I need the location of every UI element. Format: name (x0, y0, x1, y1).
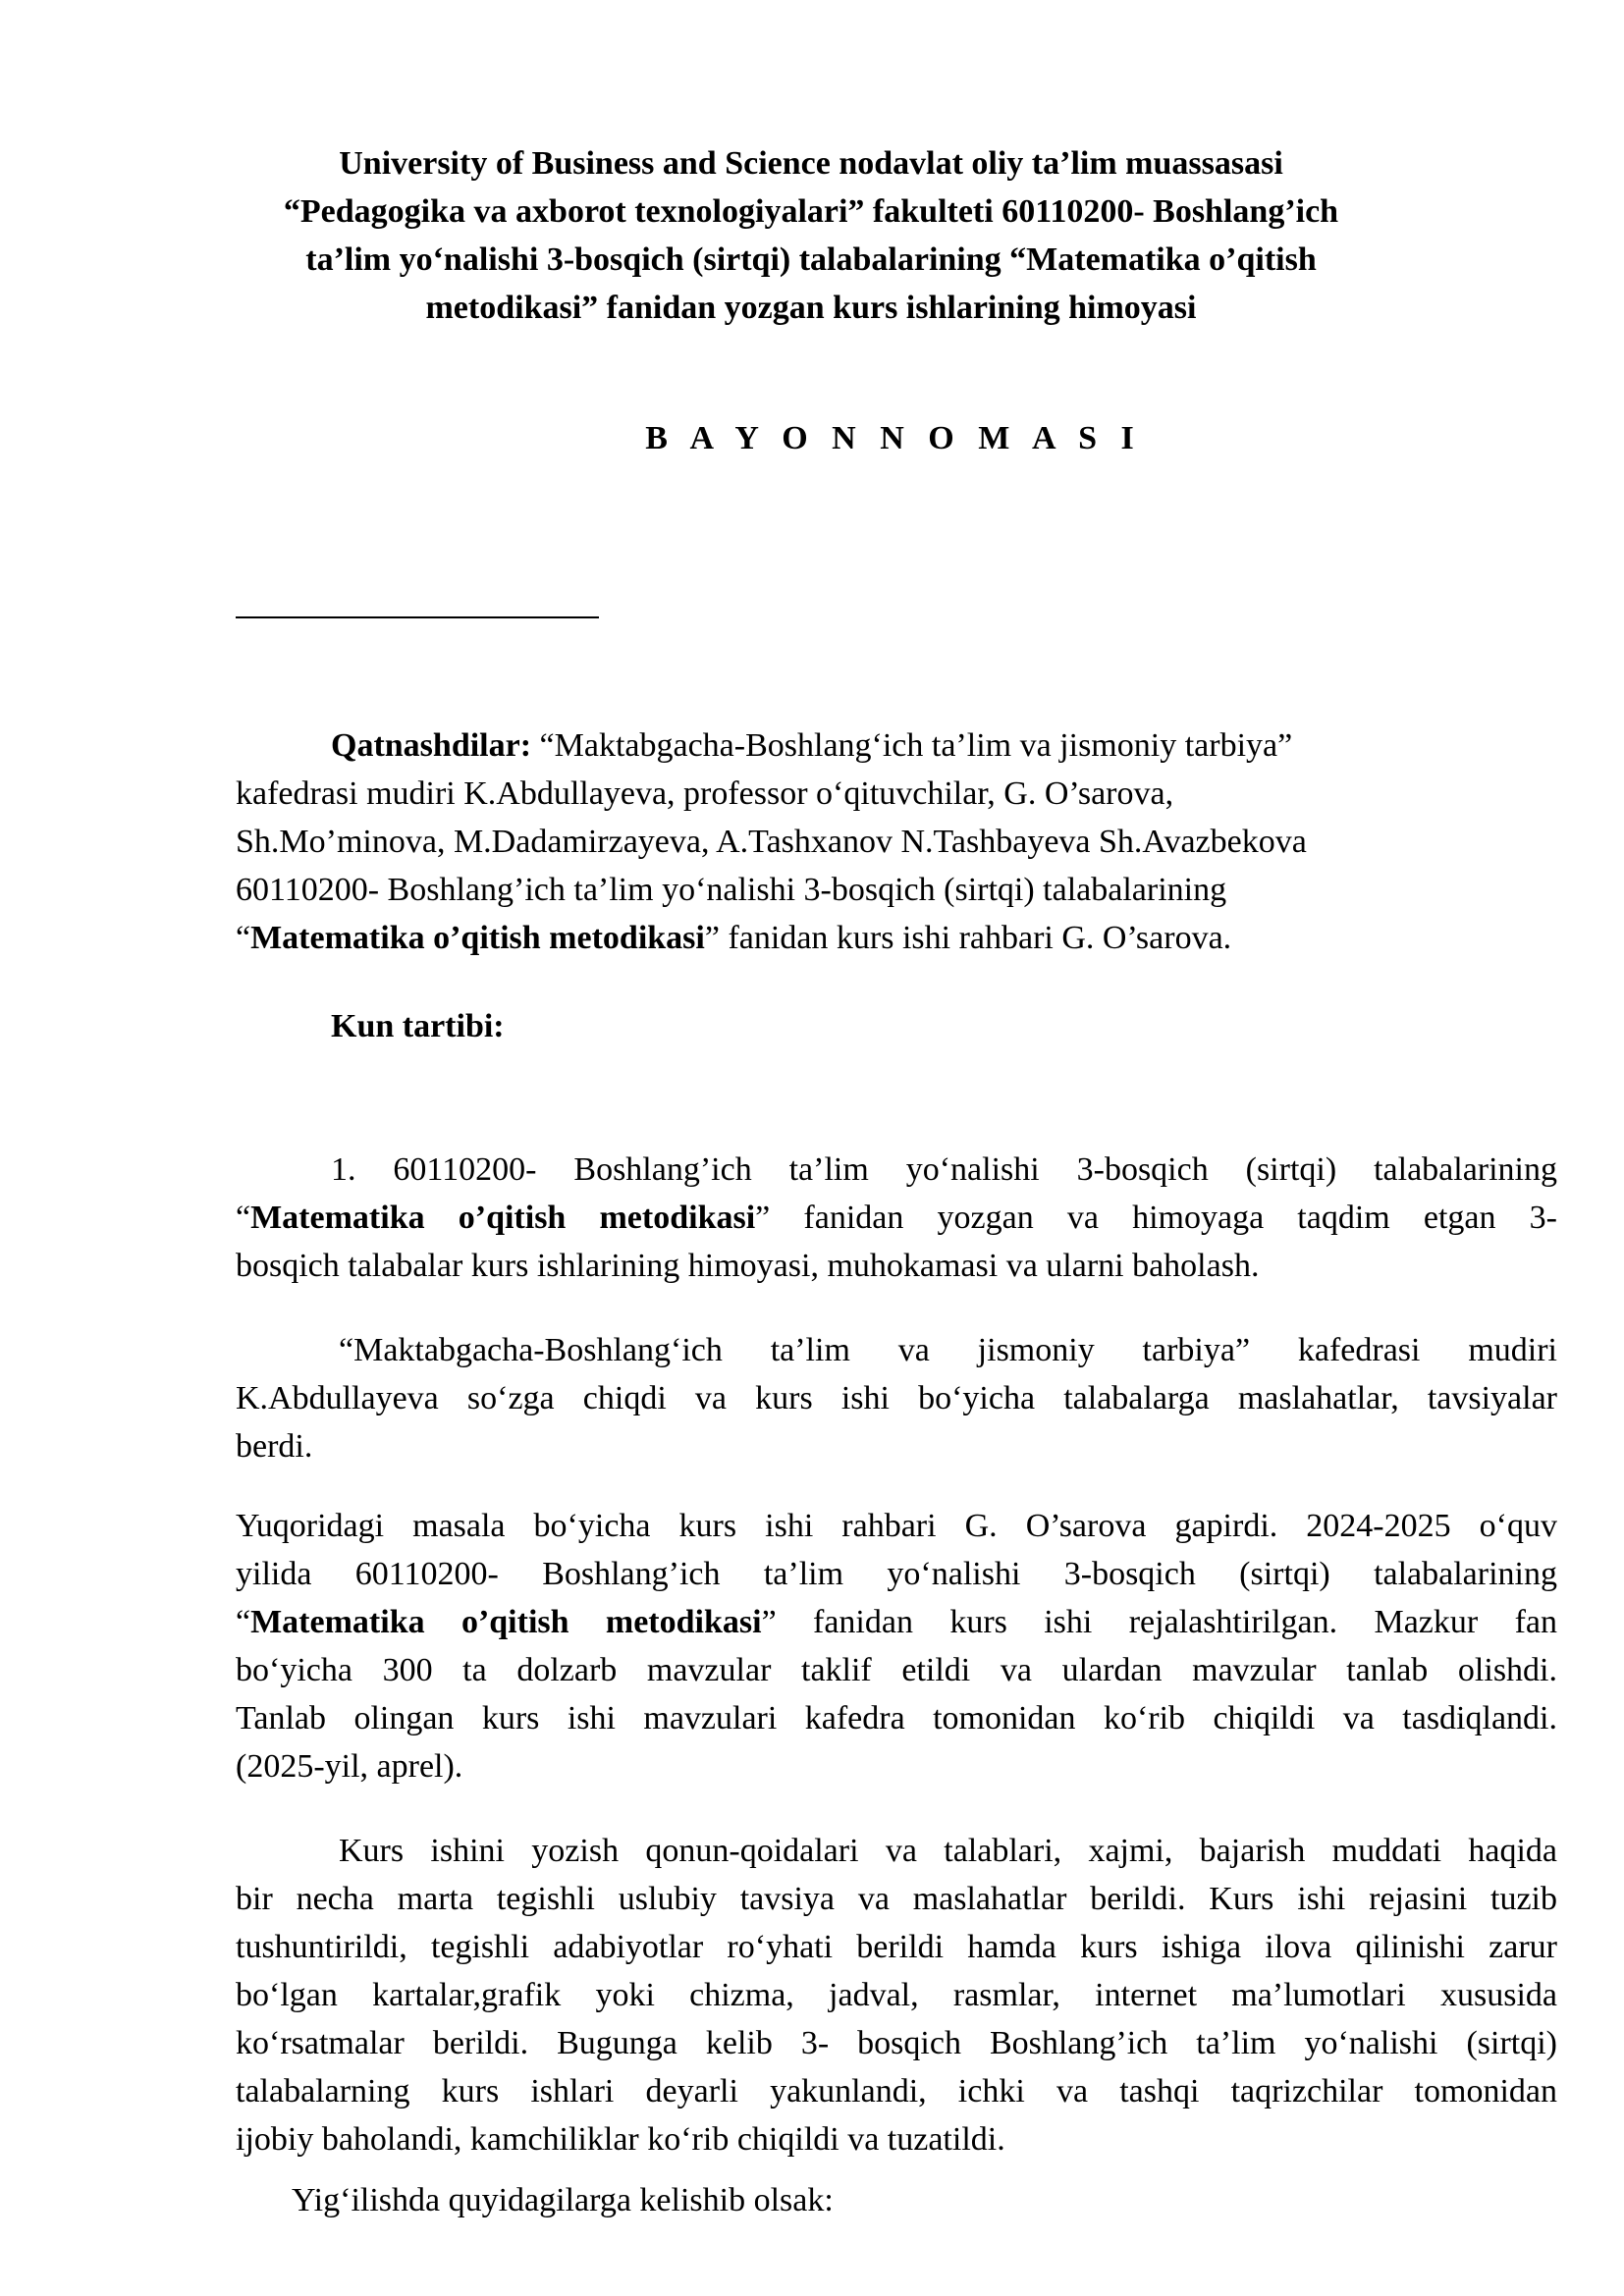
agenda-line: bosqich talabalar kurs ishlarining himoyasi, muhokamasi va ularni baholash. (236, 1248, 1260, 1284)
supervisor-paragraph (236, 1502, 1557, 1790)
quote-open: “ (236, 920, 251, 956)
document-title: B A Y O N N O M A S I (645, 420, 1142, 456)
subject-name: Matematika o’qitish metodikasi (250, 1604, 762, 1640)
paragraph-line: bo‘yicha 300 ta dolzarb mavzular taklif etildi va ulardan mavzular tanlab olishdi. (236, 1652, 1557, 1688)
header-line: University of Business and Science nodavlat oliy ta’lim muassasasi (339, 145, 1283, 182)
participants-line (236, 721, 1557, 770)
paragraph-line: K.Abdullayeva so‘zga chiqdi va kurs ishi bo‘yicha talabalarga maslahatlar, tavsiyalar (236, 1380, 1557, 1416)
paragraph-line (236, 1598, 1557, 1646)
signature-underline (236, 616, 599, 618)
paragraph-line: “Maktabgacha-Boshlang‘ich ta’lim va jismoniy tarbiya” kafedrasi mudiri (339, 1332, 1557, 1368)
participants-text: ” fanidan kurs ishi rahbari G. O’sarova. (704, 920, 1232, 956)
paragraph-text: ” fanidan kurs ishi rejalashtirilgan. Mazkur fan (761, 1604, 1557, 1640)
agenda-text: ” fanidan yozgan va himoyaga taqdim etgan 3- (755, 1200, 1557, 1236)
paragraph-line: tushuntirildi, tegishli adabiyotlar ro‘yhati berildi hamda kurs ishiga ilova qilinishi zarur (236, 1929, 1557, 1965)
header-line: metodikasi” fanidan yozgan kurs ishlarining himoyasi (425, 290, 1197, 326)
participants-label: Qatnashdilar: (331, 727, 532, 764)
quote-open: “ (236, 1200, 251, 1236)
paragraph-line: bo‘lgan kartalar,grafik yoki chizma, jadval, rasmlar, internet ma’lumotlari xususida (236, 1977, 1557, 2013)
agenda-line: 1. 60110200- Boshlang’ich ta’lim yo‘nalishi 3-bosqich (sirtqi) talabalarining (331, 1151, 1557, 1188)
document-header (236, 139, 1386, 332)
paragraph-line: yilida 60110200- Boshlang’ich ta’lim yo‘nalishi 3-bosqich (sirtqi) talabalarining (236, 1556, 1557, 1592)
agenda-label: Kun tartibi: (331, 1008, 505, 1044)
agenda-line (236, 1194, 1557, 1242)
participants-line: kafedrasi mudiri K.Abdullayeva, professor o‘qituvchilar, G. O’sarova, (236, 775, 1174, 812)
paragraph-line: ko‘rsatmalar berildi. Bugunga kelib 3- bosqich Boshlang’ich ta’lim yo‘nalishi (sirtqi) (236, 2025, 1557, 2061)
paragraph-line: bir necha marta tegishli uslubiy tavsiya va maslahatlar berildi. Kurs ishi rejasini tuzib (236, 1881, 1557, 1917)
header-line: ta’lim yo‘nalishi 3-bosqich (sirtqi) talabalarining “Matematika o’qitish (305, 241, 1317, 278)
paragraph-line: Yuqoridagi masala bo‘yicha kurs ishi rahbari G. O’sarova gapirdi. 2024-2025 o‘quv (236, 1508, 1557, 1544)
subject-name: Matematika o’qitish metodikasi (250, 920, 705, 956)
paragraph-line: berdi. (236, 1428, 313, 1465)
participants-paragraph (236, 721, 1557, 962)
header-line: “Pedagogika va axborot texnologiyalari” fakulteti 60110200- Boshlang’ich (283, 193, 1339, 230)
agenda-heading (236, 1002, 1557, 1050)
participants-line: 60110200- Boshlang’ich ta’lim yo‘nalishi 3-bosqich (sirtqi) talabalarining (236, 872, 1227, 908)
requirements-paragraph (236, 1827, 1557, 2163)
paragraph-line: Tanlab olingan kurs ishi mavzulari kafedra tomonidan ko‘rib chiqildi va tasdiqlandi. (236, 1700, 1557, 1736)
participants-line (236, 914, 1557, 962)
participants-line: Sh.Mo’minova, M.Dadamirzayeva, A.Tashxanov N.Tashbayeva Sh.Avazbekova (236, 824, 1307, 860)
paragraph-line: ijobiy baholandi, kamchiliklar ko‘rib chiqildi va tuzatildi. (236, 2121, 1005, 2158)
paragraph-line: (2025-yil, aprel). (236, 1748, 463, 1785)
participants-text: “Maktabgacha-Boshlang‘ich ta’lim va jismoniy tarbiya” (531, 727, 1293, 764)
department-head-paragraph (236, 1326, 1557, 1470)
closing-line: Yig‘ilishda quyidagilarga kelishib olsak: (292, 2182, 834, 2218)
agenda-item (236, 1146, 1557, 1290)
subject-name: Matematika o’qitish metodikasi (250, 1200, 756, 1236)
paragraph-line: Kurs ishini yozish qonun-qoidalari va talablari, xajmi, bajarish muddati haqida (339, 1833, 1557, 1869)
quote-open: “ (236, 1604, 251, 1640)
paragraph-line: talabalarning kurs ishlari deyarli yakunlandi, ichki va tashqi taqrizchilar tomonidan (236, 2073, 1557, 2109)
